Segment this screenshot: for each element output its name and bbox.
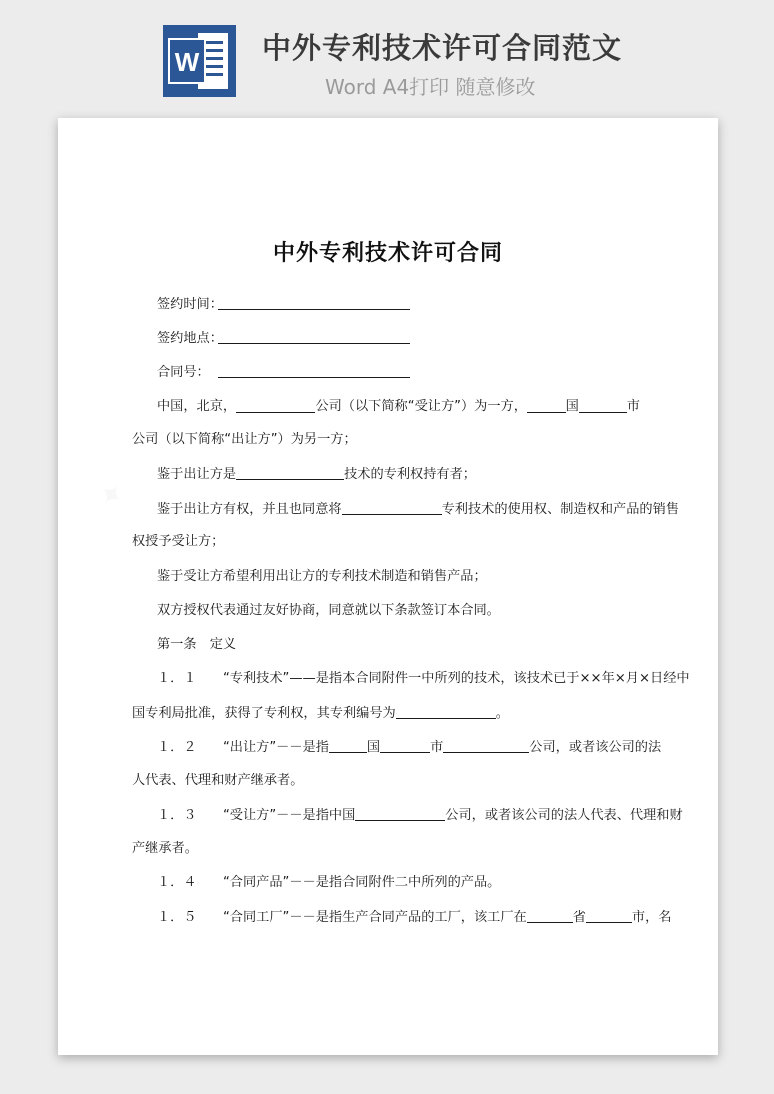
text: 鉴于出让方是 [157, 467, 237, 482]
text: 专利技术的使用权、制造权和产品的销售 [441, 502, 679, 517]
sign-date-blank[interactable] [218, 295, 410, 310]
clause-line [157, 738, 661, 757]
paragraph-line [132, 533, 224, 551]
clause-line [157, 806, 683, 825]
clause-number: １．５ [157, 910, 197, 925]
clause-line [157, 874, 500, 892]
banner-subtitle: Word A4打印 随意修改 [325, 75, 536, 99]
blank-field[interactable] [380, 738, 430, 753]
blank-field[interactable] [396, 704, 496, 719]
text: 鉴于出让方有权，并且也同意将 [157, 502, 342, 517]
blank-field[interactable] [236, 398, 315, 413]
sign-place-line [157, 329, 410, 348]
clause-line [132, 772, 303, 790]
text: 公司（以下简称“出让方”）为另一方； [132, 432, 357, 447]
banner-title: 中外专利技术许可合同范文 [262, 31, 623, 65]
contract-number-line [157, 363, 410, 382]
svg-text:W: W [174, 47, 200, 77]
paragraph-line [157, 398, 640, 416]
clause-number: １．１ [157, 671, 197, 686]
paragraph-line: 鉴于受让方希望利用出让方的专利技术制造和销售产品； [157, 569, 487, 584]
paragraph-line: 双方授权代表通过友好协商，同意就以下条款签订本合同。 [157, 603, 500, 618]
text: “专利技术”——是指本合同附件一中所列的技术，该技术已于××年×月×日经中 [222, 671, 690, 686]
text: “合同工厂”－－是指生产合同产品的工厂，该工厂在 [222, 910, 527, 925]
text: 。 [495, 706, 509, 721]
clause-line [157, 670, 690, 688]
text: 权授予受让方； [132, 534, 225, 549]
blank-field[interactable] [586, 908, 632, 923]
text: 公司（以下简称“受让方”）为一方， [315, 399, 527, 414]
document-title: 中外专利技术许可合同 [272, 241, 503, 266]
text: 公司，或者该公司的法人代表、代理和财 [445, 808, 683, 823]
clause-number: １．３ [157, 808, 197, 823]
text: “合同产品”－－是指合同附件二中所列的产品。 [222, 875, 501, 890]
article-heading: 第一条 定义 [157, 637, 237, 652]
banner [0, 0, 774, 118]
text: “出让方”－－是指 [222, 740, 329, 755]
text: 国 [565, 399, 579, 414]
sign-place-blank[interactable] [218, 329, 410, 344]
clause-number: １．４ [157, 875, 197, 890]
paragraph-line [157, 500, 679, 519]
blank-field[interactable] [579, 398, 627, 413]
contract-number-blank[interactable] [218, 363, 410, 378]
sign-date-label: 签约时间： [157, 297, 223, 312]
blank-field[interactable] [329, 738, 367, 753]
blank-field[interactable] [527, 908, 573, 923]
text: 市，名 [631, 910, 672, 925]
text: 人代表、代理和财产继承者。 [132, 773, 304, 788]
text: 产继承者。 [132, 841, 198, 856]
blank-field[interactable] [236, 465, 344, 480]
clause-number: １．２ [157, 740, 197, 755]
text: 市 [626, 399, 640, 414]
text: 国专利局批准，获得了专利权，其专利编号为 [132, 706, 396, 721]
watermark: ✦ [90, 473, 131, 518]
paragraph-line [157, 465, 476, 484]
text: 公司，或者该公司的法 [529, 740, 662, 755]
blank-field[interactable] [527, 398, 566, 413]
sign-date-line [157, 295, 410, 314]
text: “受让方”－－是指中国 [222, 808, 356, 823]
clause-line [157, 908, 671, 927]
text: 国 [366, 740, 381, 755]
blank-field[interactable] [342, 500, 442, 515]
clause-line [132, 840, 198, 858]
contract-number-label: 合同号： [157, 365, 210, 380]
paragraph-line [132, 431, 357, 449]
text: 中国，北京， [157, 399, 237, 414]
blank-field[interactable] [443, 738, 529, 753]
blank-field[interactable] [355, 806, 445, 821]
clause-line [132, 704, 509, 723]
text: 市 [430, 740, 444, 755]
document-page [58, 118, 718, 1055]
text: 技术的专利权持有者； [344, 467, 476, 482]
text: 省 [572, 910, 586, 925]
word-document-icon [163, 25, 236, 97]
sign-place-label: 签约地点： [157, 331, 223, 346]
